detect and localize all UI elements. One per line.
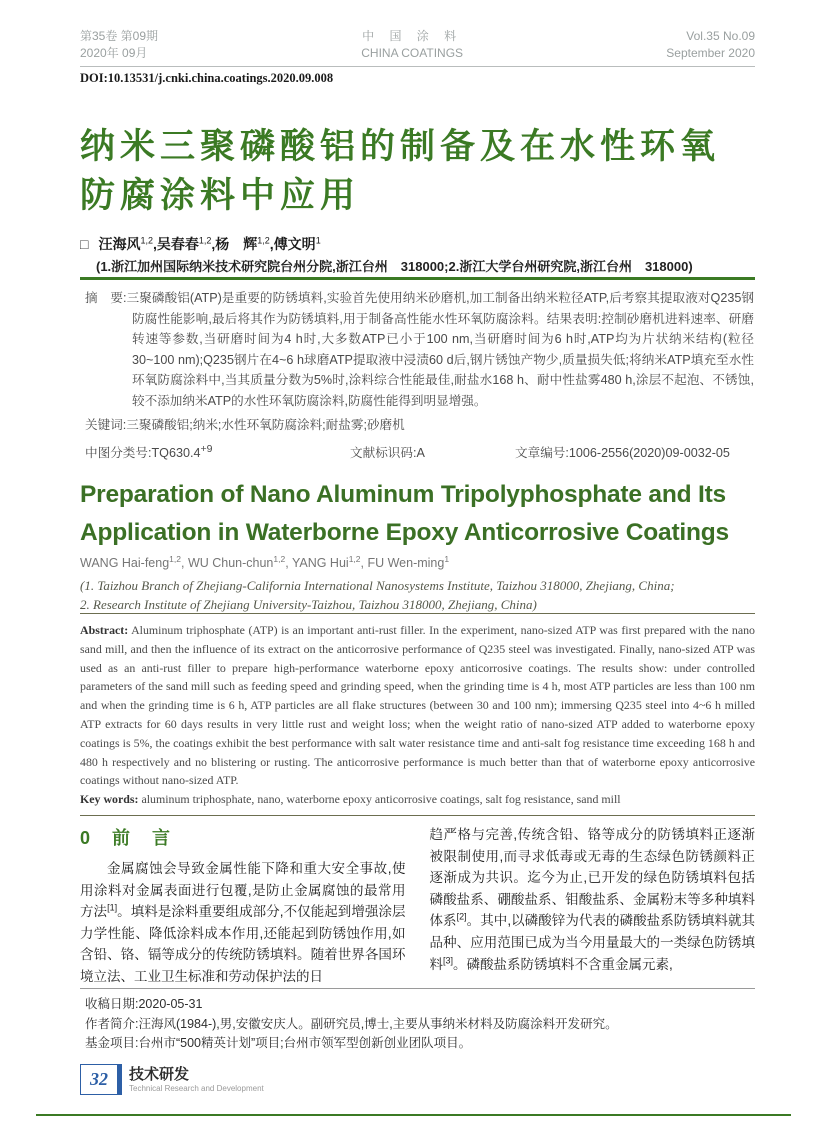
citation-ref-3: [3] (443, 955, 454, 966)
abstract-cn: 摘 要:三聚磷酸铝(ATP)是重要的防锈填料,实验首先使用纳米砂磨机,加工制备出纳米粒径ATP,后考察其提取液对Q235钢防腐性能影响,最后将其作为防锈填料,用于制备高性能水性环氧防腐涂料。结果表明:控制砂磨机进料速率、研磨转速等参数,当研磨时间为4 h时,大多数ATP已小于100 nm,当研磨时间为6 h时,ATP均为片状纳米结构(粒径30~100 nm);Q235钢片在4~6 h球磨ATP提取液中浸渍60 d后,钢片锈蚀产物少,质量损失低;将纳米ATP填充至水性环氧防腐涂料中,当其质量分数为5%时,涂料综合性能最佳,耐盐水168 h、耐中性盐雾480 h,涂层不起泡、不锈蚀,较不添加纳米ATP的水性环氧防腐涂料,防腐性能得到明显增强。 (85, 291, 754, 408)
citation-ref-2: [2] (456, 911, 467, 922)
footnote-received-date: 收稿日期:2020-05-31 (85, 997, 203, 1011)
olive-divider-top (80, 613, 755, 614)
journal-name-en: CHINA COATINGS (361, 46, 464, 60)
citation-ref-1: [1] (107, 902, 118, 913)
keywords-cn: 关键词:三聚磷酸铝;纳米;水性环氧防腐涂料;耐盐雾;砂磨机 (85, 418, 405, 432)
author-separator: , (180, 556, 188, 570)
doi-text: DOI:10.13531/j.cnki.china.coatings.2020.09.008 (80, 71, 334, 85)
badge-blue-bar (118, 1064, 122, 1095)
author-en: FU Wen-ming$^1$ (367, 553, 450, 570)
classification-row (85, 443, 754, 464)
column-right (430, 824, 756, 986)
affiliation-cn: (1.浙江加州国际纳米技术研究院台州分院,浙江台州 318000;2.浙江大学台州研究院,浙江台州 318000) (96, 259, 693, 274)
article-title-en (80, 476, 755, 552)
keywords-cn-label: 关键词: (85, 418, 127, 432)
clc-number: 中图分类号$:TQ630.4^{+9}$ (85, 442, 213, 460)
footnote-divider (80, 988, 755, 989)
body-paragraph-right: 趋严格与完善,传统含铅、铬等成分的防锈填料正逐渐被限制使用,而寻求低毒或无毒的生态绿色防锈颜料正逐渐成为共识。迄今为止,已开发的绿色防锈填料包括磷酸盐系、硼酸盐系、钼酸盐系、金属粉末等多种填料体系[2]。其中,以磷酸锌为代表的磷酸盐系防锈填料就其品种、应用范围已成为当今用量最大的一类绿色防锈填料[3]。磷酸盐系防锈填料不含重金属元素, (429, 827, 755, 972)
abstract-en-label: Abstract: (80, 623, 129, 637)
title-en-line2: Application in Waterborne Epoxy Anticorrosive Coatings (80, 519, 729, 546)
bottom-green-line (36, 1114, 791, 1116)
author-en: YANG Hui$^{1,2}$ (291, 553, 361, 570)
vol-issue-en: Vol.35 No.09 (686, 29, 755, 43)
author-separator: , (285, 556, 292, 570)
keywords-en-label: Key words: (80, 792, 139, 807)
column-title (129, 1064, 264, 1095)
authors-en (80, 553, 755, 570)
affiliation-en (80, 577, 755, 614)
author-separator: , (152, 236, 157, 252)
author-marker-square: □ (80, 236, 89, 252)
keywords-en: Key words: aluminum triphosphate, nano, waterborne epoxy anticorrosive coatings, salt fog resistance, sand mill (80, 792, 621, 807)
date-cn: 2020年 09月 (80, 46, 148, 60)
green-divider (80, 277, 755, 280)
footnotes (85, 995, 755, 1054)
date-en: September 2020 (666, 46, 755, 60)
page-footer-badge (80, 1064, 264, 1095)
abstract-en-block (80, 621, 755, 811)
article-id: 文章编号:1006-2556(2020)09-0032-05 (515, 445, 730, 460)
olive-divider-bottom (80, 815, 755, 816)
body-paragraph-left: 金属腐蚀会导致金属性能下降和重大安全事故,使用涂料对金属表面进行包覆,是防止金属腐蚀的最常用方法[1]。填料是涂料重要组成部分,不仅能起到增强涂层力学性能、降低涂料成本作用,还能起到防锈蚀作用,如含铅、铬、镉等成分的传统防锈填料。随着世界各国环境立法、工业卫生标准和劳动保护法的日 (80, 861, 406, 984)
affiliation-en-line1: (1. Taizhou Branch of Zhejiang-California International Nanosystems Institute, Taizhou 318000, Zhejiang, China; (80, 578, 675, 593)
vol-issue-cn: 第35卷 第09期 (80, 29, 159, 43)
abstract-cn-block (85, 288, 754, 468)
author-separator: , (269, 236, 274, 252)
abstract-cn-label: 摘 要: (85, 291, 127, 305)
author-separator: , (211, 236, 216, 252)
author-cn: 汪海风$^{1,2}$ (98, 235, 153, 252)
author-en: WU Chun-chun$^{1,2}$ (187, 553, 286, 570)
author-separator: , (360, 556, 368, 570)
header-center (361, 28, 463, 62)
journal-name-cn: 中 国 涂 料 (362, 29, 463, 43)
page-number: 32 (80, 1064, 118, 1095)
authors-cn (80, 234, 755, 254)
footnote-funding: 基金项目:台州市“500精英计划”项目;台州市领军型创新创业团队项目。 (85, 1036, 472, 1050)
column-left (80, 824, 406, 986)
header-right (666, 28, 755, 62)
author-cn: 傅文明$^1$ (273, 235, 321, 252)
title-en-line1: Preparation of Nano Aluminum Tripolyphosphate and Its (80, 481, 726, 508)
abstract-en: Abstract: Aluminum triphosphate (ATP) is an important anti-rust filler. In the experiment, nano-sized ATP was first prepared with the nano sand mill, and then the influence of its extract on the anticorrosive performance of Q235 steel was investigated. Finally, nano-sized ATP was used as an anti-rust filler to prepare high-performance waterborne epoxy anticorrosive coatings. The results show: under controlled parameters of the sand mill such as feeding speed and grinding speed, when the grinding time is 4 h, most ATP particles are less than 100 nm and when the grinding time is 6 h, ATP particles are all flake structures (between 30 and 100 nm); immersing Q235 steel into 4~6 h milled ATP extracts for 60 days results in very little rust and weight loss; when the weight ratio of nano-sized ATP added to waterborne epoxy coatings is 5%, the coatings exhibit the best performance with salt water resistance time and anti-salt fog resistance time exceeding 168 h and 480 h respectively and no blistering or rusting. The anticorrosive performance is much better than that of waterborne epoxy anticorrosive coatings without nano-sized ATP. (80, 623, 755, 788)
footnote-author-bio: 作者简介:汪海风(1984-),男,安徽安庆人。副研究员,博士,主要从事纳米材料及防腐涂料开发研究。 (85, 1016, 618, 1031)
affiliation-en-line2: 2. Research Institute of Zhejiang University-Taizhou, Taizhou 318000, Zhejiang, China) (80, 596, 537, 612)
author-cn: 吴春春$^{1,2}$ (156, 235, 212, 252)
column-title-en: Technical Research and Development (129, 1083, 264, 1093)
title-cn-line2: 防腐涂料中应用 (80, 176, 361, 215)
title-cn-line1: 纳米三聚磷酸铝的制备及在水性环氧 (80, 127, 721, 166)
section-heading-0: 0 前 言 (80, 828, 173, 848)
author-en: WANG Hai-feng$^{1,2}$ (80, 553, 181, 570)
column-title-cn: 技术研发 (129, 1065, 190, 1083)
journal-header (80, 28, 755, 62)
document-code: 文献标识码:A (350, 445, 425, 460)
article-title-cn (80, 122, 755, 220)
author-cn: 杨 辉$^{1,2}$ (215, 235, 270, 252)
body-columns (80, 824, 755, 986)
header-left (80, 28, 158, 62)
header-divider (80, 66, 755, 67)
